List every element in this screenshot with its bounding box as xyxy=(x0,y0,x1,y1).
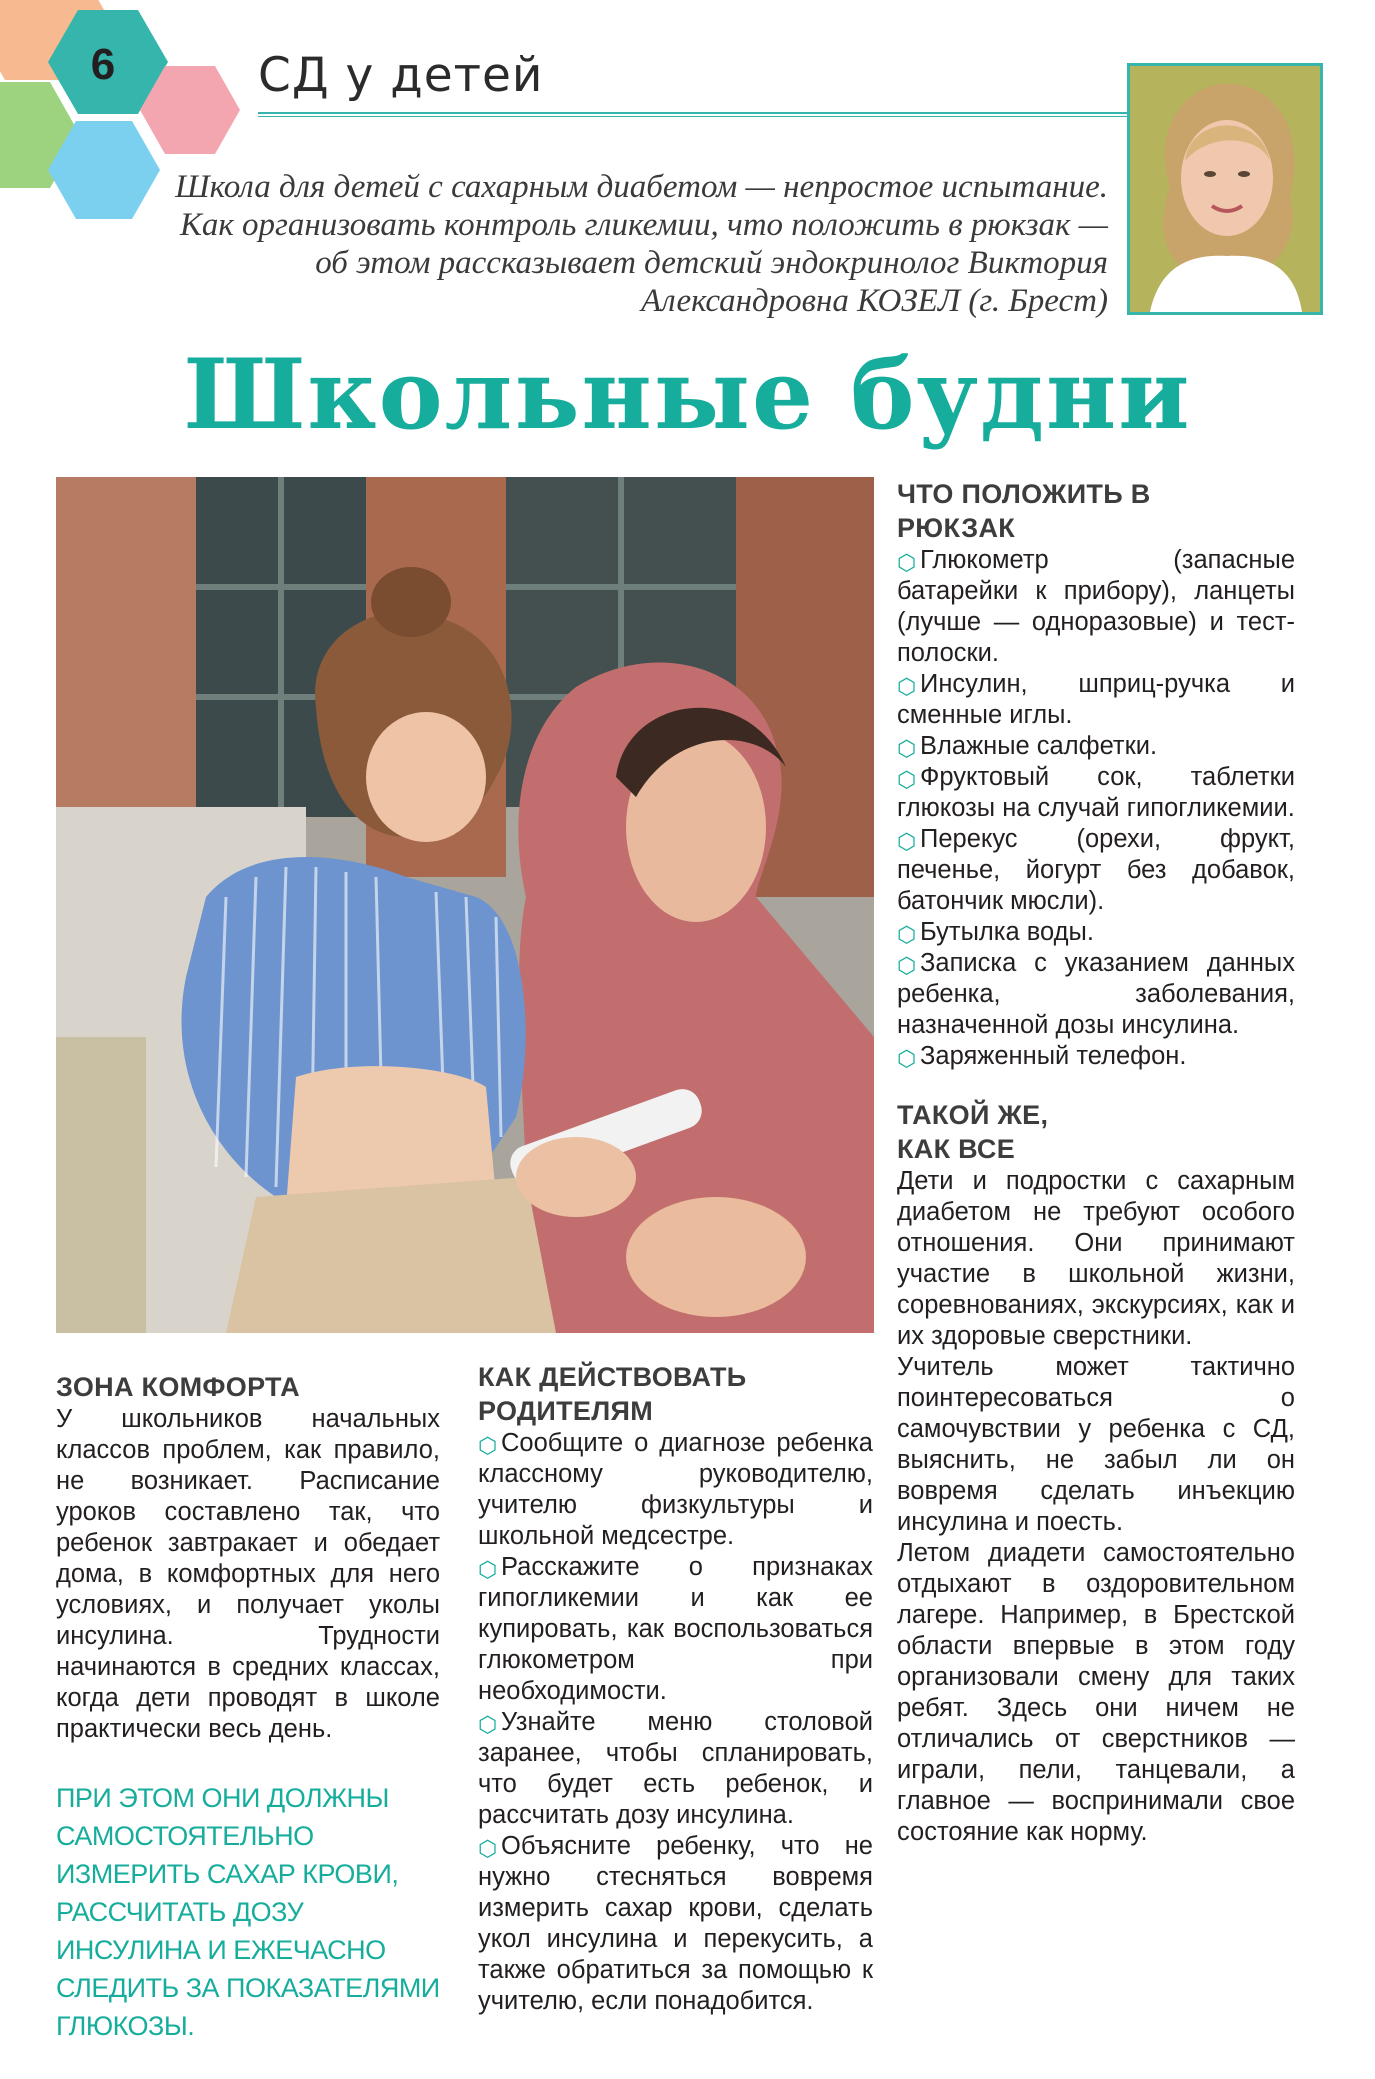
section-title: СД у детей xyxy=(258,48,544,103)
list-item: ⬡ Заряженный телефон. xyxy=(897,1042,1187,1071)
main-photo xyxy=(56,477,874,1333)
page-number: 6 xyxy=(90,40,116,89)
parents-heading: КАК ДЕЙСТВОВАТЬ РОДИТЕЛЯМ xyxy=(478,1362,747,1426)
hexagon-bullet-icon: ⬡ xyxy=(897,736,917,761)
hexagon-bullet-icon: ⬡ xyxy=(897,550,917,575)
hexagon-bullet-icon: ⬡ xyxy=(478,1836,498,1861)
comfort-heading: ЗОНА КОМФОРТА xyxy=(56,1372,300,1402)
column-comfort xyxy=(56,1370,440,2045)
hexagon-bullet-icon: ⬡ xyxy=(897,953,917,978)
title-rule xyxy=(258,112,1128,118)
hexagon-bullet-icon: ⬡ xyxy=(478,1712,498,1737)
hexagon-bullet-icon: ⬡ xyxy=(478,1557,498,1582)
hexagon-bullet-icon: ⬡ xyxy=(897,922,917,947)
list-item: ⬡ Объясните ребенку, что не нужно стесняться вовремя измерить сахар крови, сделать укол инсулина и перекусить, а также обратиться за помощью к учителю, если понадобится. xyxy=(478,1832,873,2015)
list-item: ⬡ Фруктовый сок, таблетки глюкозы на случай гипогликемии. xyxy=(897,763,1295,822)
same-paragraph: Летом диадети самостоятельно отдыхают в оздоровительном лагере. Например, в Брестской области впервые в этом году организовали смену для таких ребят. Здесь они ничем не отличались от сверстников — играли, пели, танцевали, а главное — воспринимали свое состояние как норму. xyxy=(897,1539,1295,1846)
same-paragraph: Дети и подростки с сахарным диабетом не требуют особого отношения. Они принимают участие в школьной жизни, соревнованиях, экскурсиях, как и их здоровые сверстники. xyxy=(897,1167,1295,1350)
lead-paragraph: Школа для детей с сахарным диабетом — непростое испытание. Как организовать контроль гликемии, что положить в рюкзак — об этом рассказывает детский эндокринолог Виктория Александровна КОЗЕЛ (г. Брест) xyxy=(175,169,1108,319)
list-item: ⬡ Бутылка воды. xyxy=(897,918,1094,947)
author-portrait xyxy=(1127,63,1323,315)
same-heading: ТАКОЙ ЖЕ, КАК ВСЕ xyxy=(897,1100,1049,1164)
hexagon-bullet-icon: ⬡ xyxy=(897,829,917,854)
comfort-text: У школьников начальных классов проблем, как правило, не возникает. Расписание уроков составлено так, что ребенок завтракает и обедает дома, в комфортных для него условиях, и получает уколы инсулина. Трудности начинаются в средних классах, когда дети проводят в школе практически весь день. xyxy=(56,1405,440,1743)
hexagon-bullet-icon: ⬡ xyxy=(897,1046,917,1071)
hexagon-bullet-icon: ⬡ xyxy=(897,674,917,699)
list-item: ⬡ Глюкометр (запасные батарейки к прибору), ланцеты (лучше — одноразовые) и тест-полоски. xyxy=(897,546,1295,667)
hexagon-bullet-icon: ⬡ xyxy=(478,1433,498,1458)
list-item: ⬡ Расскажите о признаках гипогликемии и как ее купировать, как воспользоваться глюкометром при необходимости. xyxy=(478,1553,873,1705)
comfort-quote: ПРИ ЭТОМ ОНИ ДОЛЖНЫ САМОСТОЯТЕЛЬНО ИЗМЕРИТЬ САХАР КРОВИ, РАССЧИТАТЬ ДОЗУ ИНСУЛИНА И ЕЖЕЧАСНО СЛЕДИТЬ ЗА ПОКАЗАТЕЛЯМИ ГЛЮКОЗЫ. xyxy=(56,1783,440,2041)
list-item: ⬡ Перекус (орехи, фрукт, печенье, йогурт без добавок, батончик мюсли). xyxy=(897,825,1295,915)
list-item: ⬡ Узнайте меню столовой заранее, чтобы спланировать, что будет есть ребенок, и рассчитать дозу инсулина. xyxy=(478,1708,873,1829)
list-item: ⬡ Сообщите о диагнозе ребенка классному руководителю, учителю физкультуры и школьной медсестре. xyxy=(478,1429,873,1550)
list-item: ⬡ Инсулин, шприц-ручка и сменные иглы. xyxy=(897,670,1295,729)
column-parents xyxy=(478,1360,873,2017)
headline: Школьные будни xyxy=(183,338,1192,451)
column-backpack xyxy=(897,477,1295,1848)
hexagon-bullet-icon: ⬡ xyxy=(897,767,917,792)
list-item: ⬡ Записка с указанием данных ребенка, заболевания, назначенной дозы инсулина. xyxy=(897,949,1295,1039)
backpack-heading: ЧТО ПОЛОЖИТЬ В РЮКЗАК xyxy=(897,479,1151,543)
list-item: ⬡ Влажные салфетки. xyxy=(897,732,1158,761)
same-paragraph: Учитель может тактично поинтересоваться о самочувствии у ребенка с СД, выяснить, не забыл ли он вовремя сделать инъекцию инсулина и поесть. xyxy=(897,1353,1295,1536)
